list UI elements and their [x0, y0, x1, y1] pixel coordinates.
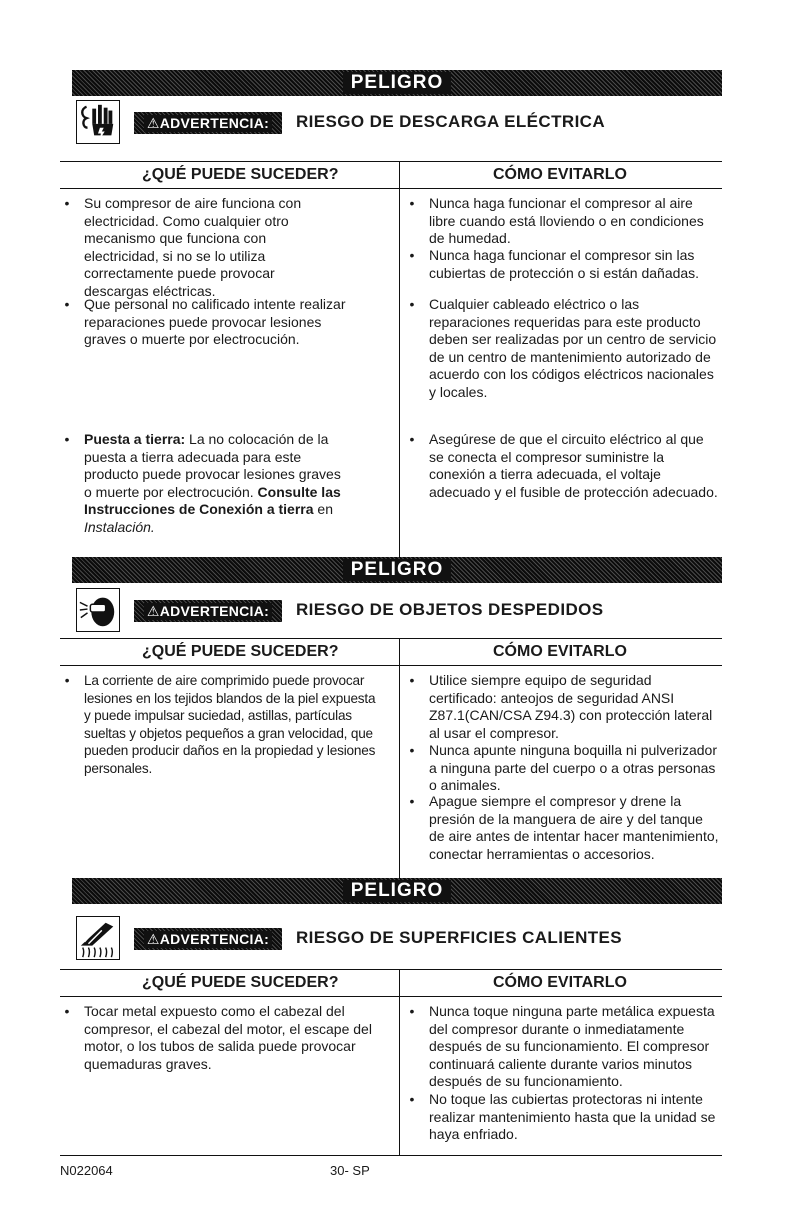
list-item: • Nunca apunte ninguna boquilla ni pulverizador a ninguna parte del cuerpo o a otras personas o animales. — [409, 742, 717, 793]
col-header-how-to-avoid: CÓMO EVITARLO — [493, 166, 627, 183]
hazard-title: RIESGO DE OBJETOS DESPEDIDOS — [296, 600, 604, 619]
col-header-what-can-happen: ¿QUÉ PUEDE SUCEDER? — [142, 643, 339, 660]
list-item: • La corriente de aire comprimido puede provocar lesiones en los tejidos blandos de la piel expuesta y puede impulsar suciedad, astillas, partículas sueltas y objetos pequeños a gran velocidad, que pueden producir daños en la propiedad y lesiones personales. — [64, 673, 376, 776]
danger-banner — [72, 557, 722, 583]
list-item: • Su compresor de aire funciona con electricidad. Como cualquier otro mecanismo que funciona con electricidad, si no se lo utiliza correctamente puede provocar descargas eléctricas. — [64, 195, 302, 299]
hot-surface-icon — [76, 916, 120, 960]
list-item: • Nunca toque ninguna parte metálica expuesta del compresor durante o inmediatamente después de su funcionamiento. El compresor continuará caliente durante varios minutos después de su funcionamiento. — [409, 1003, 715, 1089]
hazard-title: RIESGO DE SUPERFICIES CALIENTES — [296, 928, 623, 947]
warning-label: ⚠ADVERTENCIA: — [144, 603, 272, 620]
electric-shock-icon — [76, 100, 120, 144]
col-header-how-to-avoid: CÓMO EVITARLO — [493, 974, 627, 991]
list-item: • Asegúrese de que el circuito eléctrico al que se conecta el compresor suministre la conexión a tierra adecuada, el voltaje adecuado y el fusible de protección adecuado. — [409, 431, 718, 500]
hazard-table-flying-objects — [60, 638, 722, 878]
hazard-title: RIESGO DE DESCARGA ELÉCTRICA — [296, 112, 606, 131]
flying-objects-eye-protection-icon — [76, 588, 120, 632]
danger-banner — [72, 70, 722, 96]
list-item: • Apague siempre el compresor y drene la presión de la manguera de aire y del tanque de aire antes de intentar hacer mantenimiento, conectar herramientas o accesorios. — [409, 793, 719, 862]
hazard-header-hot-surface — [76, 916, 726, 962]
hazard-header-electric — [76, 100, 726, 146]
list-item: • Nunca haga funcionar el compresor al aire libre cuando está lloviendo o en condiciones de humedad. — [409, 195, 704, 246]
list-item: • Tocar metal expuesto como el cabezal del compresor, el cabezal del motor, el escape del motor, o los tubos de salida puede provocar quemaduras graves. — [64, 1003, 372, 1072]
document-code: N022064 — [60, 1163, 113, 1178]
danger-label: PELIGRO — [343, 72, 452, 94]
hazard-table-hot-surface — [60, 969, 722, 1155]
warning-badge — [134, 600, 282, 622]
list-item: • No toque las cubiertas protectoras ni intente realizar mantenimiento hasta que la unidad se haya enfriado. — [409, 1091, 716, 1142]
col-header-how-to-avoid: CÓMO EVITARLO — [493, 643, 627, 660]
list-item: • Que personal no calificado intente realizar reparaciones puede provocar lesiones graves o muerte por electrocución. — [64, 296, 346, 347]
hazard-header-flying-objects — [76, 588, 726, 634]
warning-badge — [134, 112, 282, 134]
list-item: • Puesta a tierra: La no colocación de la puesta a tierra adecuada para este producto puede provocar lesiones graves o muerte por electrocución. Consulte las Instrucciones de Conexión a tierra en Instalación. — [64, 431, 341, 535]
danger-label: PELIGRO — [343, 880, 452, 902]
warning-label: ⚠ADVERTENCIA: — [144, 115, 272, 132]
hazard-table-electric — [60, 161, 722, 562]
page-number: 30- SP — [330, 1163, 370, 1178]
list-item: • Nunca haga funcionar el compresor sin las cubiertas de protección o si están dañadas. — [409, 247, 700, 281]
list-item: • Utilice siempre equipo de seguridad certificado: anteojos de seguridad ANSI Z87.1(CAN/CSA Z94.3) con protección lateral al usar el compresor. — [409, 672, 713, 741]
warning-label: ⚠ADVERTENCIA: — [144, 931, 272, 948]
col-header-what-can-happen: ¿QUÉ PUEDE SUCEDER? — [142, 166, 339, 183]
danger-label: PELIGRO — [343, 559, 452, 581]
danger-banner — [72, 878, 722, 904]
col-header-what-can-happen: ¿QUÉ PUEDE SUCEDER? — [142, 974, 339, 991]
bottom-divider — [60, 1155, 722, 1156]
warning-badge — [134, 928, 282, 950]
list-item: • Cualquier cableado eléctrico o las reparaciones requeridas para este producto deben ser realizadas por un centro de servicio de un centro de mantenimiento autorizado de acuerdo con los códigos eléctricos nacionales y locales. — [409, 296, 717, 400]
